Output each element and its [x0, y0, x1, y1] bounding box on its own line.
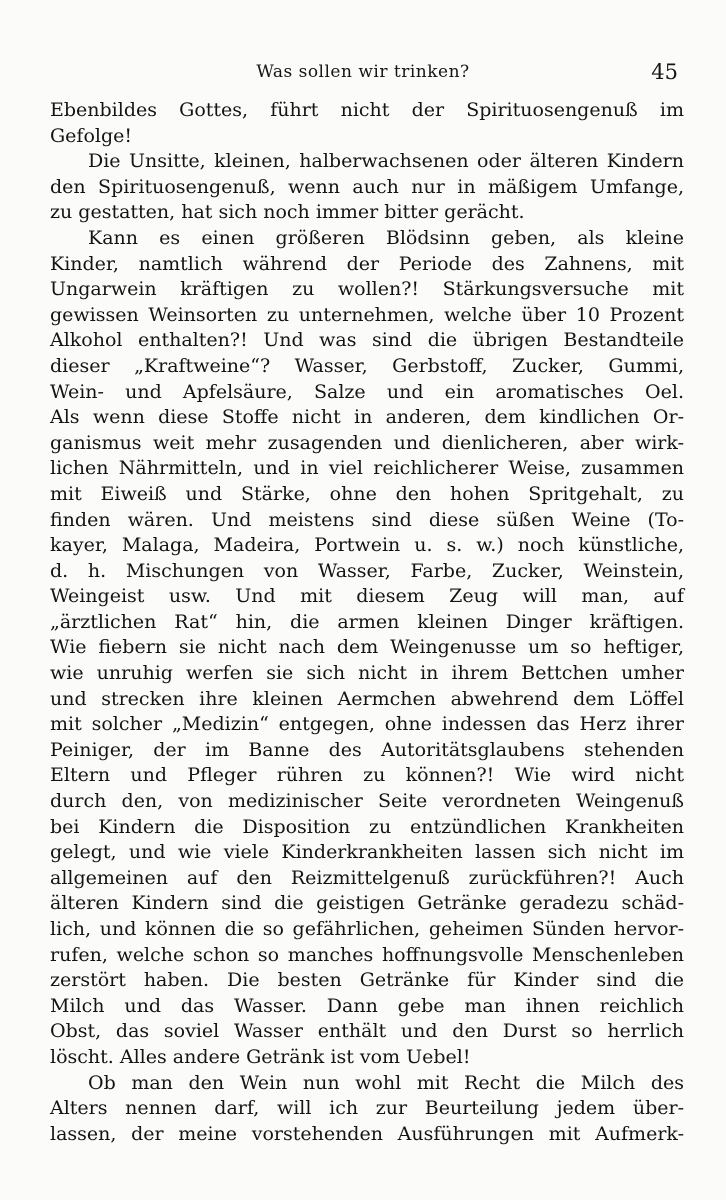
text-line: dieser „Kraftweine“? Wasser, Gerbstoff, Zucker, Gummi,	[50, 354, 684, 377]
text-line: lichen Nährmitteln, und in viel reichlicherer Weise, zusammen	[50, 457, 684, 480]
text-line: Alkohol enthalten?! Und was sind die übrigen Bestandteile	[50, 329, 684, 352]
text-line: bei Kindern die Disposition zu entzündlichen Krankheiten	[50, 815, 684, 838]
text-line: kayer, Malaga, Madeira, Portwein u. s. w.) noch künstliche,	[50, 534, 684, 557]
text-line: und strecken ihre kleinen Aermchen abwehrend dem Löffel	[50, 687, 684, 710]
running-title: Was sollen wir trinken?	[256, 62, 470, 82]
text-line: Ebenbildes Gottes, führt nicht der Spirituosengenuß im	[50, 99, 684, 121]
text-line: Obst, das soviel Wasser enthält und den Durst so herrlich	[50, 1020, 684, 1043]
text-line: zu gestatten, hat sich noch immer bitter gerächt.	[50, 201, 525, 224]
text-line: Weingeist usw. Und mit diesem Zeug will man, auf	[50, 585, 684, 608]
text-line: Peiniger, der im Banne des Autoritätsglaubens stehenden	[50, 738, 684, 761]
text-line: wie unruhig werfen sie sich nicht in ihrem Bettchen umher	[50, 662, 684, 685]
text-line: gewissen Weinsorten zu unternehmen, welche über 10 Prozent	[50, 303, 684, 326]
text-line: lassen, der meine vorstehenden Ausführungen mit Aufmerk-	[50, 1122, 684, 1145]
text-line: älteren Kindern sind die geistigen Getränke geradezu schäd-	[50, 892, 684, 915]
text-line: allgemeinen auf den Reizmittelgenuß zurückführen?! Auch	[50, 866, 684, 889]
text-line: Milch und das Wasser. Dann gebe man ihnen reichlich	[50, 994, 684, 1017]
text-line: mit solcher „Medizin“ entgegen, ohne indessen das Herz ihrer	[50, 713, 684, 736]
page-header	[48, 60, 678, 90]
body-text	[50, 98, 684, 1147]
text-line: zerstört haben. Die besten Getränke für Kinder sind die	[50, 969, 684, 992]
text-line: rufen, welche schon so manches hoffnungsvolle Menschenleben	[50, 943, 684, 966]
text-line: lich, und können die so gefährlichen, geheimen Sünden hervor-	[50, 918, 684, 940]
page-number: 45	[651, 60, 678, 84]
text-line: Wie fiebern sie nicht nach dem Weingenusse um so heftiger,	[50, 636, 684, 659]
text-line: Alters nennen darf, will ich zur Beurteilung jedem über-	[50, 1097, 684, 1120]
text-line: Ungarwein kräftigen zu wollen?! Stärkungsversuche mit	[50, 278, 684, 301]
text-line: Kann es einen größeren Blödsinn geben, als kleine	[88, 226, 684, 249]
text-line: gelegt, und wie viele Kinderkrankheiten lassen sich nicht im	[50, 841, 684, 864]
text-line: Eltern und Pfleger rühren zu können?! Wie wird nicht	[50, 764, 684, 787]
text-line: ganismus weit mehr zusagenden und dienlicheren, aber wirk-	[50, 431, 684, 454]
text-line: Kinder, namtlich während der Periode des Zahnens, mit	[50, 252, 684, 275]
text-line: mit Eiweiß und Stärke, ohne den hohen Spritgehalt, zu	[50, 482, 684, 505]
text-line: den Spirituosengenuß, wenn auch nur in mäßigem Umfange,	[50, 175, 684, 198]
text-line: Ob man den Wein nun wohl mit Recht die Milch des	[88, 1071, 684, 1094]
text-line: löscht. Alles andere Getränk ist vom Uebel!	[50, 1045, 471, 1068]
text-line: Die Unsitte, kleinen, halberwachsenen oder älteren Kindern	[88, 150, 684, 173]
text-line: d. h. Mischungen von Wasser, Farbe, Zucker, Weinstein,	[50, 559, 684, 582]
text-line: „ärztlichen Rat“ hin, die armen kleinen Dinger kräftigen.	[50, 610, 684, 633]
text-line: durch den, von medizinischer Seite verordneten Weingenuß	[50, 790, 684, 813]
text-line: Gefolge!	[50, 124, 133, 147]
text-line: Als wenn diese Stoffe nicht in anderen, dem kindlichen Or-	[50, 406, 684, 429]
text-line: finden wären. Und meistens sind diese süßen Weine (To-	[50, 508, 684, 531]
text-line: Wein- und Apfelsäure, Salze und ein aromatisches Oel.	[50, 380, 684, 403]
